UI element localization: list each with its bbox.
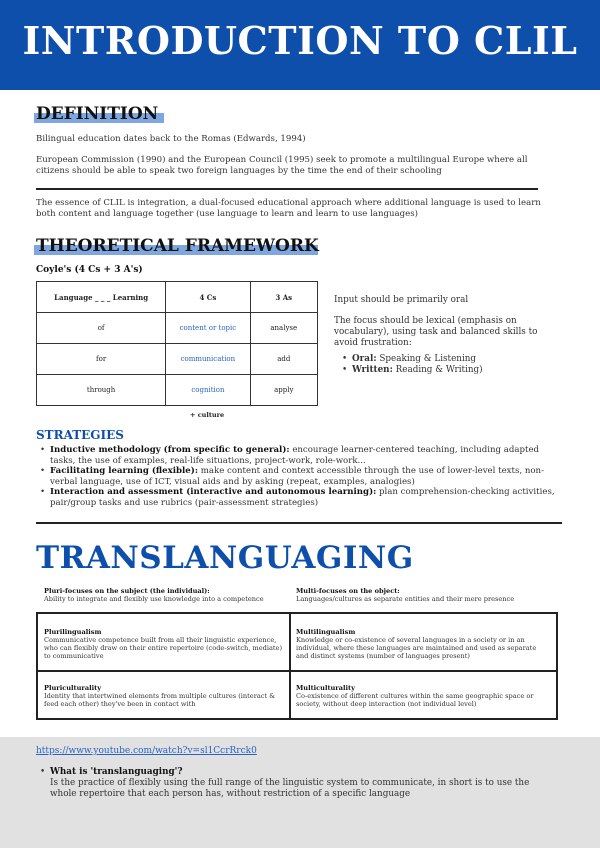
divider <box>36 188 538 190</box>
multiculturality-cell: Multiculturality Co-existence of different cultures within the same geographic space or society, without deep interaction (not individual level) <box>296 684 534 708</box>
list-item: • Interaction and assessment (interactive and autonomous learning): plan comprehension-checking activities, pair/group tasks and use rubrics (pair-assessment strategies) <box>40 487 555 508</box>
column-header: Language _ _ _ Learning <box>37 282 166 313</box>
table-note: + culture <box>190 411 225 419</box>
title-banner <box>0 0 600 90</box>
grid-divider <box>38 670 556 672</box>
divider <box>36 522 562 524</box>
table-cell: apply <box>250 375 317 406</box>
definition-p2: European Commission (1990) and the European Council (1995) seek to promote a multilingual Europe where all citizens should be able to speak two foreign languages by the time the end of their schooling <box>36 155 528 176</box>
list-item: • What is 'translanguaging'? <box>40 767 183 777</box>
table-title: Coyle's (4 Cs + 3 A's) <box>36 265 143 275</box>
table-cell: add <box>250 344 317 375</box>
table-cell: communication <box>166 344 250 375</box>
list-item: • Inductive methodology (from specific to general): encourage learner-centered teaching, including adapted tasks, the use of examples, real-life situations, project-work, role-work... <box>40 445 540 466</box>
footer-answer: Is the practice of flexibly using the full range of the linguistic system to communicate, in short is to use the whole repertoire that each person has, without restriction of a specific language <box>50 778 530 799</box>
list-item: • Written: Reading & Writing) <box>342 365 483 375</box>
plurilingualism-cell: Plurilingualism Communicative competence built from all their linguistic experience, who can flexibly draw on their entire repertoire (code-switch, mediate) to communicative <box>44 628 283 660</box>
bullet-icon: • <box>342 354 348 364</box>
pluri-focus: Pluri-focuses on the subject (the individual): Ability to integrate and flexibly use knowledge into a competence <box>44 587 264 603</box>
framework-heading: THEORETICAL FRAMEWORK <box>36 236 319 256</box>
bullet-icon: • <box>40 466 46 476</box>
table-header-row <box>37 282 318 313</box>
table-cell: analyse <box>250 313 317 344</box>
pluriculturality-cell: Pluriculturality Identity that intertwined elements from multiple cultures (interact & feed each other) they've been in contact with <box>44 684 276 708</box>
column-header: 3 As <box>250 282 317 313</box>
side-p1: Input should be primarily oral <box>334 295 469 305</box>
table-row <box>37 375 318 406</box>
definition-heading: DEFINITION <box>36 104 158 124</box>
table-cell: of <box>37 313 166 344</box>
strategies-list <box>40 445 555 508</box>
table-cell: for <box>37 344 166 375</box>
side-p2: The focus should be lexical (emphasis on vocabulary), using task and balanced skills to avoid frustration: <box>334 316 538 348</box>
multi-focus: Multi-focuses on the object: Languages/cultures as separate entities and their mere presence <box>296 587 515 603</box>
table-row <box>37 344 318 375</box>
definition-p3: The essence of CLIL is integration, a dual-focused educational approach where additional language is used to learn both content and language together (use language to learn and learn to use languages) <box>36 198 541 219</box>
bullet-icon: • <box>40 445 46 455</box>
table-cell: content or topic <box>166 313 250 344</box>
list-item: • Oral: Speaking & Listening <box>342 354 477 364</box>
bullet-icon: • <box>342 365 348 375</box>
bullet-icon: • <box>40 487 46 497</box>
footer-list <box>40 767 540 778</box>
strategies-heading: STRATEGIES <box>36 428 124 442</box>
table-row <box>37 313 318 344</box>
coyle-table <box>36 281 318 406</box>
grid-divider <box>289 614 291 718</box>
page-title: INTRODUCTION TO CLIL <box>22 18 578 63</box>
translanguaging-heading: TRANSLANGUAGING <box>36 540 414 576</box>
multilingualism-cell: Multilingualism Knowledge or co-existence of several languages in a society or in an individual, where these languages are maintained and used as separate and distinct systems (number of languages present) <box>296 628 537 660</box>
video-link[interactable]: https://www.youtube.com/watch?v=sl1CcrRrck0 <box>36 746 257 756</box>
list-item: • Facilitating learning (flexible): make content and context accessible through the use of lower-level texts, non-verbal language, use of ICT, visual aids and by asking (repeat, examples, analogies) <box>40 466 544 487</box>
table-cell: through <box>37 375 166 406</box>
skills-list <box>342 354 483 376</box>
definition-p1: Bilingual education dates back to the Romas (Edwards, 1994) <box>36 134 306 144</box>
column-header: 4 Cs <box>166 282 250 313</box>
footer-panel <box>0 737 600 848</box>
table-cell: cognition <box>166 375 250 406</box>
bullet-icon: • <box>40 767 46 777</box>
